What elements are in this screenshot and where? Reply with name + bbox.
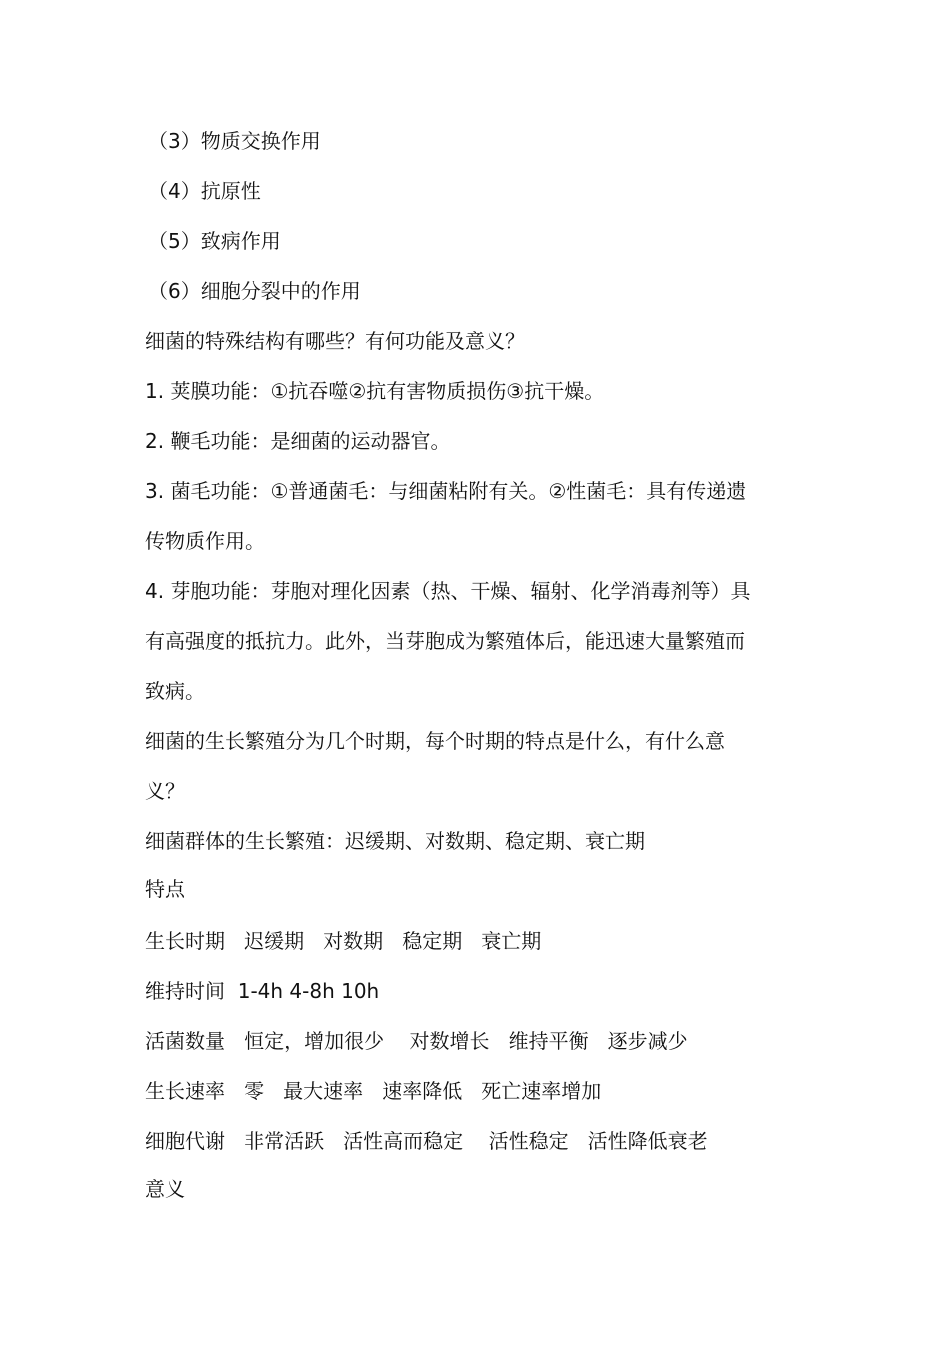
features-heading: 特点	[145, 877, 185, 901]
list-item-6: （6）细胞分裂中的作用	[148, 279, 361, 303]
answer-pili-line2: 传物质作用。	[145, 529, 265, 553]
question-special-structures: 细菌的特殊结构有哪些？有何功能及意义？	[145, 329, 525, 353]
list-item-5: （5）致病作用	[148, 229, 281, 253]
answer-pili-line1: 3. 菌毛功能：①普通菌毛：与细菌粘附有关。②性菌毛：具有传递遗	[145, 479, 747, 503]
significance-heading: 意义	[145, 1177, 185, 1201]
table-row-duration: 维持时间 1-4h 4-8h 10h	[145, 979, 380, 1003]
answer-flagellum: 2. 鞭毛功能：是细菌的运动器官。	[145, 429, 451, 453]
table-row-viable-count: 活菌数量 恒定，增加很少 对数增长 维持平衡 逐步减少	[145, 1029, 688, 1053]
answer-spore-line1: 4. 芽胞功能：芽胞对理化因素（热、干燥、辐射、化学消毒剂等）具	[145, 579, 751, 603]
table-row-metabolism: 细胞代谢 非常活跃 活性高而稳定 活性稳定 活性降低衰老	[145, 1129, 708, 1153]
answer-spore-line3: 致病。	[145, 679, 205, 703]
list-item-4: （4）抗原性	[148, 179, 261, 203]
answer-spore-line2: 有高强度的抵抗力。此外，当芽胞成为繁殖体后，能迅速大量繁殖而	[145, 629, 745, 653]
answer-capsule: 1. 荚膜功能：①抗吞噬②抗有害物质损伤③抗干燥。	[145, 379, 605, 403]
question-growth-phases-line1: 细菌的生长繁殖分为几个时期，每个时期的特点是什么，有什么意	[145, 729, 725, 753]
list-item-3: （3）物质交换作用	[148, 129, 321, 153]
question-growth-phases-line2: 义？	[145, 779, 185, 803]
table-row-phase: 生长时期 迟缓期 对数期 稳定期 衰亡期	[145, 929, 542, 953]
growth-phases-summary: 细菌群体的生长繁殖：迟缓期、对数期、稳定期、衰亡期	[145, 829, 645, 853]
table-row-growth-rate: 生长速率 零 最大速率 速率降低 死亡速率增加	[145, 1079, 602, 1103]
